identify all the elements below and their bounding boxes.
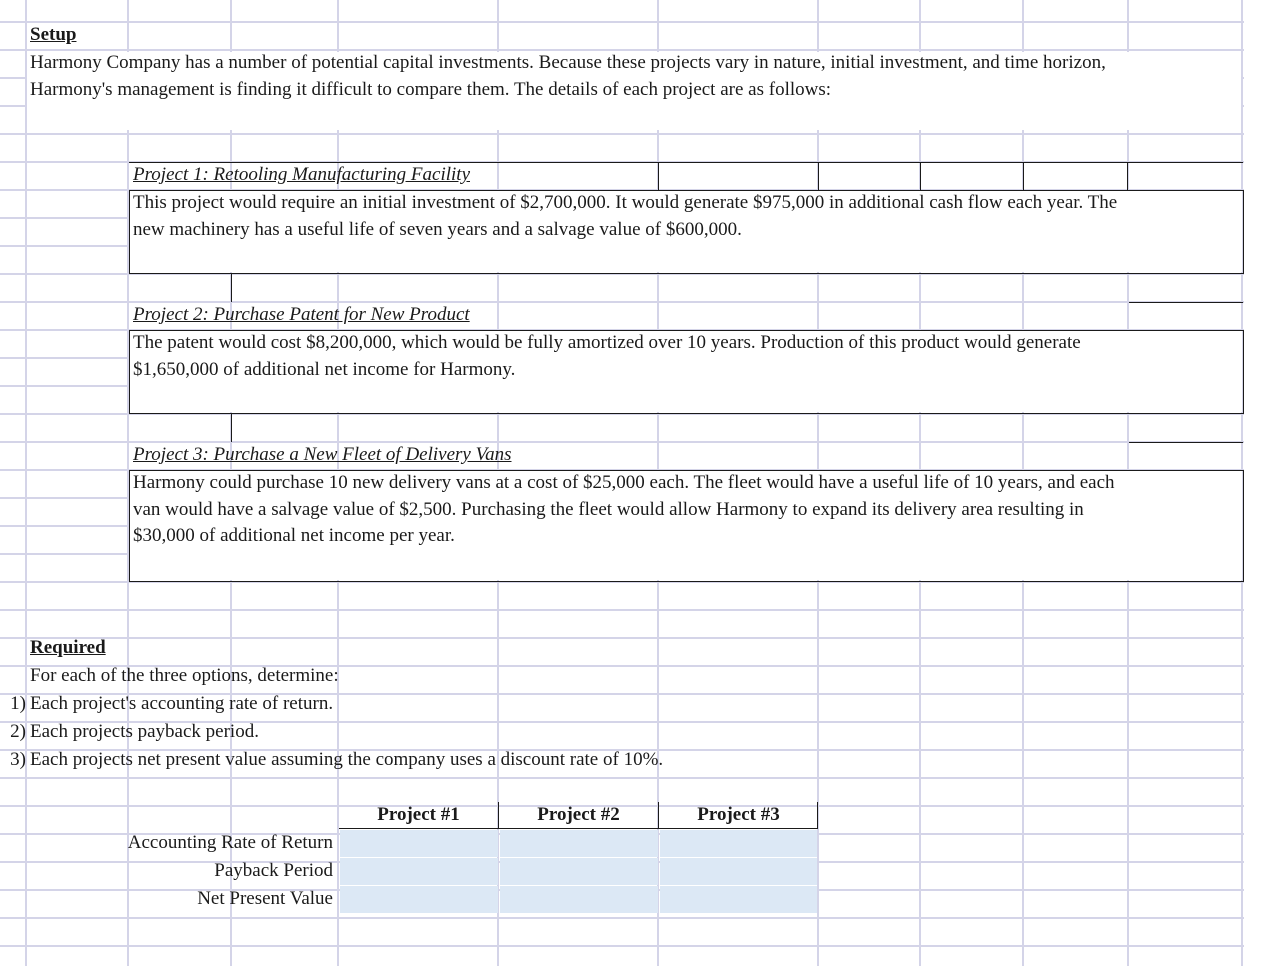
- input-cell-npv-project-3[interactable]: [660, 886, 817, 913]
- required-item-text: Each projects payback period.: [30, 721, 259, 742]
- input-cell-arr-project-2[interactable]: [500, 830, 658, 857]
- required-item-number: 2): [10, 721, 26, 742]
- project2-title: Project 2: Purchase Patent for New Product: [133, 304, 470, 325]
- project1-text-line-2: new machinery has a useful life of seven years and a salvage value of $600,000.: [133, 219, 742, 240]
- project1-title: Project 1: Retooling Manufacturing Facility: [133, 164, 470, 185]
- project1-divider: [658, 162, 659, 190]
- row-label-net-present-value: Net Present Value: [197, 888, 333, 909]
- input-cell-arr-project-1[interactable]: [340, 830, 498, 857]
- project3-text-line-1: Harmony could purchase 10 new delivery vans at a cost of $25,000 each. The fleet would have a useful life of 10 years, and each: [133, 472, 1115, 493]
- input-cell-npv-project-1[interactable]: [340, 886, 498, 913]
- required-heading: Required: [30, 637, 106, 658]
- project3-text-line-2: van would have a salvage value of $2,500. Purchasing the fleet would allow Harmony to expand its delivery area resulting in: [133, 499, 1084, 520]
- required-item-number: 1): [10, 693, 26, 714]
- column-header-project-2: Project #2: [537, 804, 620, 825]
- required-intro: For each of the three options, determine:: [30, 665, 339, 686]
- project1-divider: [818, 162, 819, 190]
- project1-text-line-1: This project would require an initial investment of $2,700,000. It would generate $975,000 in additional cash flow each year. The: [133, 192, 1118, 213]
- project2-text-line-2: $1,650,000 of additional net income for Harmony.: [133, 359, 516, 380]
- input-cell-payback-project-2[interactable]: [500, 858, 658, 885]
- project1-divider: [920, 162, 921, 190]
- input-cell-arr-project-3[interactable]: [660, 830, 817, 857]
- input-cell-npv-project-2[interactable]: [500, 886, 658, 913]
- project3-text-line-3: $30,000 of additional net income per year.: [133, 525, 455, 546]
- row-label-payback-period: Payback Period: [214, 860, 333, 881]
- project2-divider: [231, 274, 232, 302]
- project3-title: Project 3: Purchase a New Fleet of Delivery Vans: [133, 444, 512, 465]
- required-item-text: Each projects net present value assuming the company uses a discount rate of 10%.: [30, 749, 664, 770]
- required-item-text: Each project's accounting rate of return.: [30, 693, 334, 714]
- column-header-divider: [658, 802, 659, 828]
- project2-divider: [1129, 302, 1243, 303]
- input-cell-payback-project-1[interactable]: [340, 858, 498, 885]
- project2-text-line-1: The patent would cost $8,200,000, which would be fully amortized over 10 years. Production of this product would generate: [133, 332, 1081, 353]
- column-header-project-3: Project #3: [697, 804, 780, 825]
- project3-divider: [231, 414, 232, 442]
- column-header-divider: [498, 802, 499, 828]
- setup-text-line-2: Harmony's management is finding it difficult to compare them. The details of each project are as follows:: [30, 79, 832, 100]
- setup-heading: Setup: [30, 24, 77, 45]
- required-item-number: 3): [10, 749, 26, 770]
- project3-divider: [1129, 442, 1243, 443]
- column-header-underline: [339, 828, 818, 829]
- row-label-accounting-rate-of-return: Accounting Rate of Return: [127, 832, 333, 853]
- setup-text-line-1: Harmony Company has a number of potential capital investments. Because these projects vary in nature, initial investment, and time horizon,: [30, 52, 1106, 73]
- project1-divider: [1023, 162, 1024, 190]
- project1-divider: [1127, 162, 1128, 190]
- input-cell-payback-project-3[interactable]: [660, 858, 817, 885]
- column-header-project-1: Project #1: [377, 804, 460, 825]
- column-header-divider: [817, 802, 818, 828]
